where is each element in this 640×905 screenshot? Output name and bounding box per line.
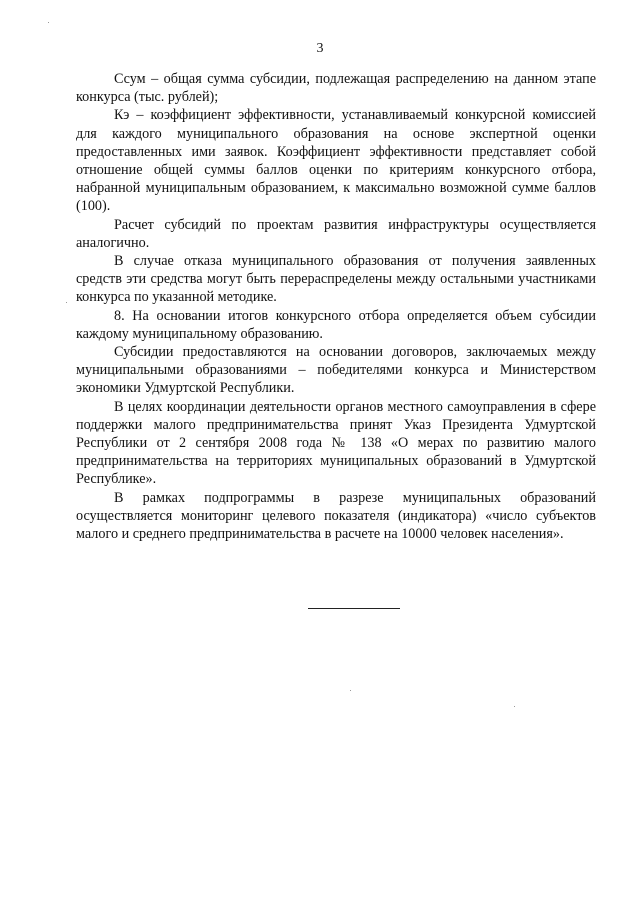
scan-speck xyxy=(48,22,49,23)
paragraph-subsidy-agreements: Субсидии предоставляются на основании договоров, заключаемых между муниципальными образованиями – победителями конкурса и Министерством экономики Удмуртской Республики. xyxy=(76,344,596,397)
paragraph-infrastructure-calculation: Расчет субсидий по проектам развития инфраструктуры осуществляется аналогично. xyxy=(76,216,596,251)
paragraph-ssum-definition: Ссум – общая сумма субсидии, подлежащая распределению на данном этапе конкурса (тыс. рублей); xyxy=(76,71,596,106)
scan-speck xyxy=(350,690,351,691)
paragraph-presidential-decree: В целях координации деятельности органов местного самоуправления в сфере поддержки малого предпринимательства принят Указ Президента Удмуртской Республики от 2 сентября 2008 года № 138 «О мерах по развитию малого предпринимательства на территориях муниципальных образований в Удмуртской Республике». xyxy=(76,398,596,488)
scan-speck xyxy=(514,706,515,707)
paragraph-refusal-redistribution: В случае отказа муниципального образования от получения заявленных средств эти средства могут быть перераспределены между остальными участниками конкурса по указанной методике. xyxy=(76,253,596,306)
document-body xyxy=(76,70,596,543)
paragraph-monitoring-indicator: В рамках подпрограммы в разрезе муниципальных образований осуществляется мониторинг целевого показателя (индикатора) «число субъектов малого и среднего предпринимательства в расчете на 10000 человек населения». xyxy=(76,489,596,543)
scan-speck xyxy=(66,302,67,303)
page-number: 3 xyxy=(316,41,324,56)
end-divider-line xyxy=(308,608,400,609)
paragraph-item-8: 8. На основании итогов конкурсного отбора определяется объем субсидии каждому муниципальному образованию. xyxy=(76,307,596,342)
paragraph-ke-definition: Кэ – коэффициент эффективности, устанавливаемый конкурсной комиссией для каждого муниципального образования на основе экспертной оценки предоставленных ими заявок. Коэффициент эффективности представляет собой отношение общей суммы баллов оценки по критериям конкурсного отбора, набранной муниципальным образованием, к максимально возможной сумме баллов (100). xyxy=(76,107,596,215)
